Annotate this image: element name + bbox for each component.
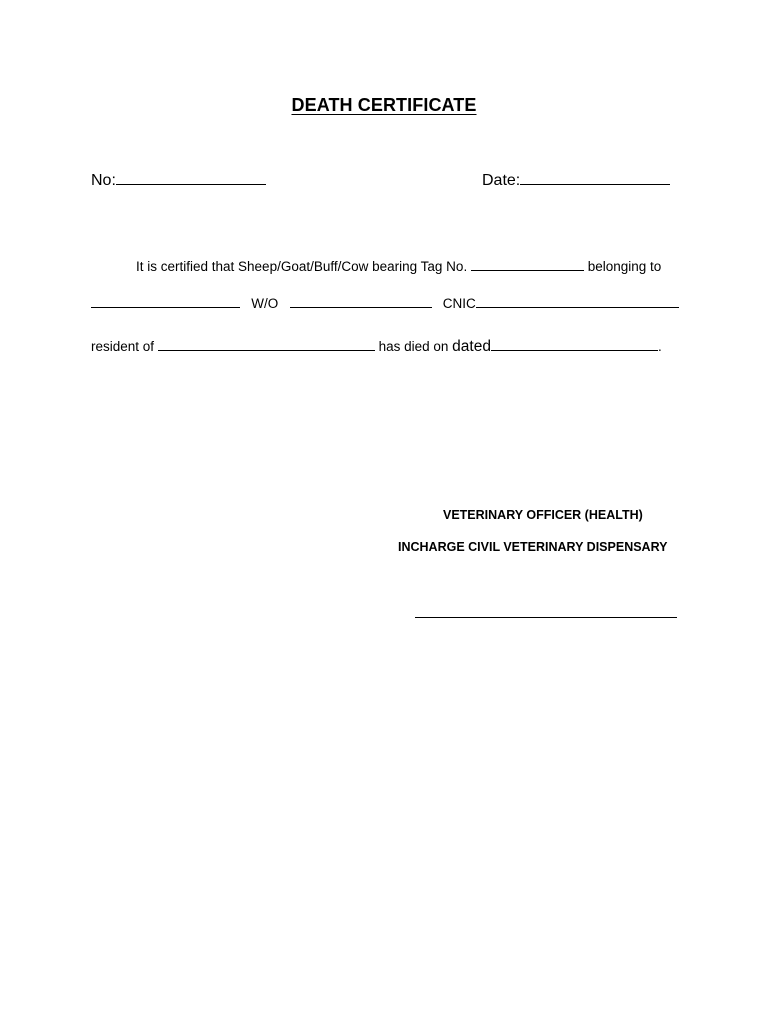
paragraph-line-2: [91, 294, 679, 311]
owner-name-blank[interactable]: [91, 294, 240, 308]
certificate-date-blank[interactable]: [520, 171, 670, 185]
cnic-label: CNIC: [442, 296, 476, 311]
paragraph-line-1: [136, 257, 661, 274]
signatory-title: VETERINARY OFFICER (HEALTH): [443, 508, 643, 522]
death-date-blank[interactable]: [491, 337, 658, 351]
certificate-number-field: [91, 171, 266, 189]
signature-line[interactable]: [415, 617, 677, 618]
certificate-number-blank[interactable]: [116, 171, 266, 185]
has-died-on-label: has died on: [378, 339, 449, 354]
paragraph-line-3: [91, 337, 662, 355]
sentence-period: .: [657, 339, 662, 354]
certificate-number-label: No:: [91, 172, 116, 189]
resident-of-label: resident of: [91, 339, 155, 354]
father-name-blank[interactable]: [290, 294, 432, 308]
tag-number-blank[interactable]: [471, 257, 584, 271]
residence-blank[interactable]: [158, 337, 375, 351]
dated-label: dated: [452, 338, 491, 355]
signatory-subtitle: INCHARGE CIVIL VETERINARY DISPENSARY: [398, 540, 668, 554]
cnic-blank[interactable]: [476, 294, 679, 308]
certificate-date-field: [482, 171, 670, 189]
certification-text: It is certified that Sheep/Goat/Buff/Cow bearing Tag No.: [136, 259, 468, 274]
document-title: DEATH CERTIFICATE: [291, 95, 477, 115]
belonging-to-text: belonging to: [587, 259, 662, 274]
wo-label: W/O: [251, 296, 279, 311]
certificate-date-label: Date:: [482, 172, 521, 189]
